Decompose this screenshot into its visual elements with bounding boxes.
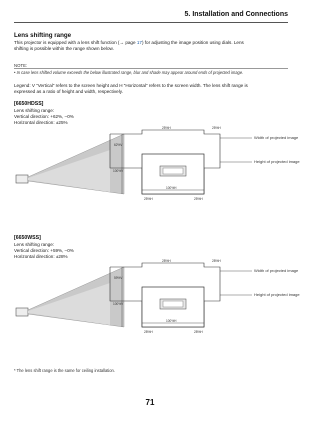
- model-vertical: Vertical direction: +59%, –0%: [14, 248, 74, 253]
- projector-icon: [16, 175, 28, 183]
- v-pct-label: 59%V: [114, 276, 123, 280]
- page-heading: Lens shifting range: [14, 32, 72, 39]
- footnote: * The lens shift range is the same for ceiling installation.: [14, 368, 115, 373]
- projection-beam-inner: [28, 283, 110, 325]
- intro-text-2: shifting is possible within the range shown below.: [14, 46, 114, 52]
- width-label: Width of projected image: [254, 268, 299, 273]
- model-vertical: Vertical direction: +62%, –0%: [14, 114, 74, 119]
- v-pct-label: 62%V: [114, 143, 123, 147]
- note-text: • In case lens shifted volume exceeds the below illustrated range, blur and shade may appear around ends of projected image.: [14, 70, 244, 75]
- full-v-label: 100%V: [113, 169, 124, 173]
- intro-text-rest: ) for adjusting the image position using dials. Lens: [141, 40, 244, 45]
- lens-shift-diagram-hdss: [14, 126, 300, 202]
- section-title: 5. Installation and Connections: [184, 11, 288, 18]
- full-h-label: 100%H: [166, 186, 177, 190]
- model-range-label: Lens shifting range:: [14, 242, 55, 247]
- height-label: Height of projected image: [254, 292, 300, 297]
- legend-paragraph: [14, 83, 288, 95]
- note-divider: [14, 68, 288, 69]
- legend-text-2: expressed as a ratio of height and width, respectively.: [14, 89, 123, 95]
- page-number: 71: [145, 398, 155, 407]
- h-pct-top-left: 28%H: [162, 259, 171, 263]
- page-link[interactable]: 17: [136, 40, 142, 45]
- h-pct-bottom-left: 25%H: [144, 197, 153, 201]
- h-pct-bottom-right: 28%H: [194, 330, 203, 334]
- model-title-wss: [6650WSS]: [14, 235, 41, 241]
- intro-text: This projector is equipped with a lens shift function (→ page: [14, 40, 137, 45]
- h-pct-bottom-right: 25%H: [194, 197, 203, 201]
- model-horizontal: Horizontal direction: ±25%: [14, 120, 68, 125]
- full-v-label: 100%V: [113, 302, 124, 306]
- width-label: Width of projected image: [254, 135, 299, 140]
- projector-icon: [16, 308, 28, 316]
- h-pct-top-left: 25%H: [162, 126, 171, 130]
- legend-text-1: Legend: V “Vertical” refers to the screen height and H “Horizontal” refers to the screen width. The lens shift range is: [14, 83, 248, 88]
- projection-beam-inner: [28, 150, 110, 192]
- model-range-label: Lens shifting range:: [14, 108, 55, 113]
- model-title-hdss: [6650HDSS]: [14, 101, 44, 107]
- h-pct-bottom-left: 28%H: [144, 330, 153, 334]
- h-pct-top-right: 25%H: [212, 126, 221, 130]
- height-label: Height of projected image: [254, 159, 300, 164]
- note-label: NOTE:: [14, 63, 28, 68]
- lens-shift-diagram-wss: [14, 259, 300, 335]
- intro-paragraph: [14, 40, 288, 52]
- model-horizontal: Horizontal direction: ±28%: [14, 254, 68, 259]
- full-h-label: 100%H: [166, 319, 177, 323]
- h-pct-top-right: 28%H: [212, 259, 221, 263]
